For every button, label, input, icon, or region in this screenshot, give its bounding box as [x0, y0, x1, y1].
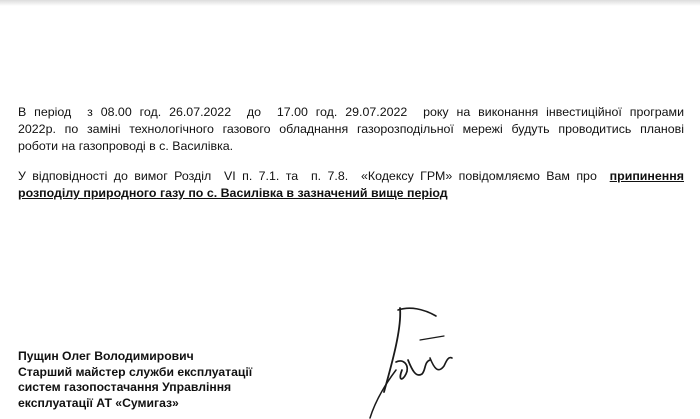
handwritten-signature-icon — [340, 300, 480, 419]
signatory-block — [18, 349, 252, 411]
signatory-position: Старший майстер служби експлуатації — [18, 364, 253, 379]
notice-line — [18, 168, 684, 185]
scan-top-edge — [0, 0, 700, 6]
notice-line: 2022р. по заміні технологічного газового обладнання газорозподільної мережі будуть проводитись планові — [18, 122, 684, 136]
notice-line: В період з 08.00 год. 26.07.2022 до 17.00 год. 29.07.2022 року на виконання інвестиційної програми — [18, 105, 684, 119]
gas-stop-emphasis: припинення — [609, 169, 685, 183]
notice-paragraph-works — [18, 104, 684, 155]
signatory-name: Пущин Олег Володимирович — [18, 349, 194, 363]
gas-stop-emphasis-line: розподілу природного газу по с. Василівка в зазначений вище період — [18, 186, 448, 200]
notice-paragraph-gas-stop — [18, 168, 684, 202]
notice-line: роботи на газопроводі в с. Василівка. — [18, 139, 234, 153]
signatory-position: систем газопостачання Управління — [18, 380, 232, 394]
notice-text: У відповідності до вимог Розділ VI п. 7.1. та п. 7.8. «Кодексу ГРМ» повідомляємо Вам про — [18, 169, 597, 183]
signatory-position: експлуатації АТ «Сумигаз» — [18, 395, 179, 410]
